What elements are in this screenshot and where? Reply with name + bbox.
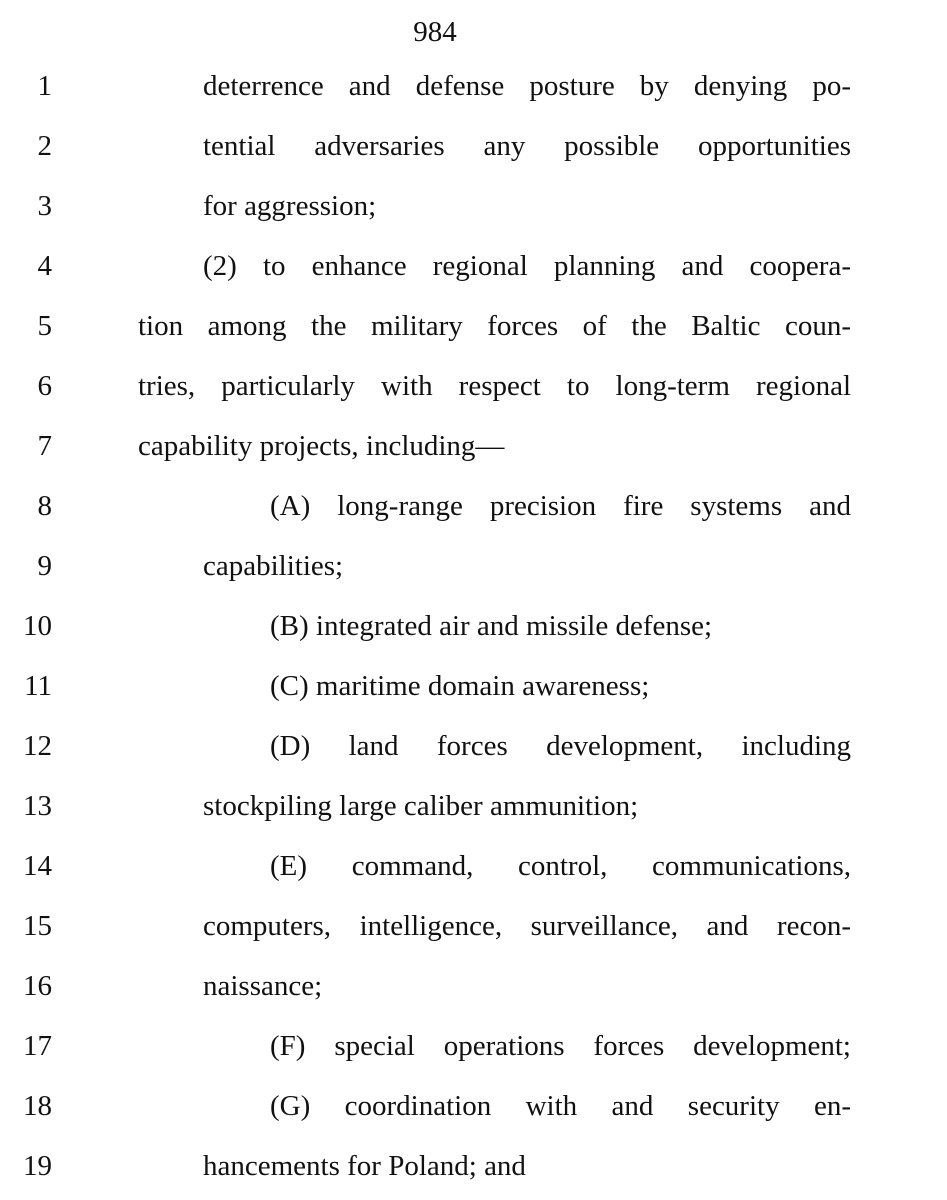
text-line	[0, 486, 947, 526]
line-number: 17	[23, 1030, 52, 1062]
line-number: 19	[23, 1150, 52, 1182]
text-line	[0, 966, 947, 1006]
text-line	[0, 426, 947, 466]
line-text: stockpiling large caliber ammunition;	[203, 790, 639, 822]
text-line	[0, 1086, 947, 1126]
text-line	[0, 606, 947, 646]
text-line	[0, 246, 947, 286]
page-number: 984	[413, 16, 457, 48]
line-text: (2) to enhance regional planning and coopera-	[203, 250, 851, 282]
text-line	[0, 306, 947, 346]
line-number: 14	[23, 850, 52, 882]
line-text: (A) long-range precision fire systems and	[270, 490, 851, 522]
text-line	[0, 1026, 947, 1066]
line-number: 12	[23, 730, 52, 762]
line-number: 7	[37, 430, 52, 462]
text-line	[0, 666, 947, 706]
text-line	[0, 786, 947, 826]
line-text: (F) special operations forces development;	[270, 1030, 851, 1062]
line-text: tion among the military forces of the Baltic coun-	[138, 310, 851, 342]
text-line	[0, 546, 947, 586]
line-number: 15	[23, 910, 52, 942]
text-line	[0, 66, 947, 106]
line-number: 2	[37, 130, 52, 162]
line-text: tential adversaries any possible opportunities	[203, 130, 851, 162]
line-number: 9	[37, 550, 52, 582]
line-number: 11	[24, 670, 52, 702]
line-number: 18	[23, 1090, 52, 1122]
line-text: capabilities;	[203, 550, 344, 582]
line-number: 10	[23, 610, 52, 642]
line-text: deterrence and defense posture by denying po-	[203, 70, 851, 102]
line-number: 1	[37, 70, 52, 102]
line-text: computers, intelligence, surveillance, and recon-	[203, 910, 851, 942]
line-text: (B) integrated air and missile defense;	[270, 610, 713, 642]
line-number: 4	[37, 250, 52, 282]
text-line	[0, 846, 947, 886]
text-line	[0, 726, 947, 766]
line-text: hancements for Poland; and	[203, 1150, 526, 1182]
line-number: 6	[37, 370, 52, 402]
line-text: (E) command, control, communications,	[270, 850, 851, 882]
line-text: for aggression;	[203, 190, 377, 222]
line-text: naissance;	[203, 970, 323, 1002]
line-text: tries, particularly with respect to long-term regional	[138, 370, 851, 402]
line-number: 13	[23, 790, 52, 822]
text-line	[0, 366, 947, 406]
line-number: 3	[37, 190, 52, 222]
text-line	[0, 126, 947, 166]
line-text: capability projects, including—	[138, 430, 505, 462]
text-line	[0, 186, 947, 226]
text-line	[0, 1146, 947, 1186]
line-text: (G) coordination with and security en-	[270, 1090, 851, 1122]
line-text: (D) land forces development, including	[270, 730, 851, 762]
text-line	[0, 906, 947, 946]
line-number: 8	[37, 490, 52, 522]
line-text: (C) maritime domain awareness;	[270, 670, 650, 702]
line-number: 5	[37, 310, 52, 342]
line-number: 16	[23, 970, 52, 1002]
